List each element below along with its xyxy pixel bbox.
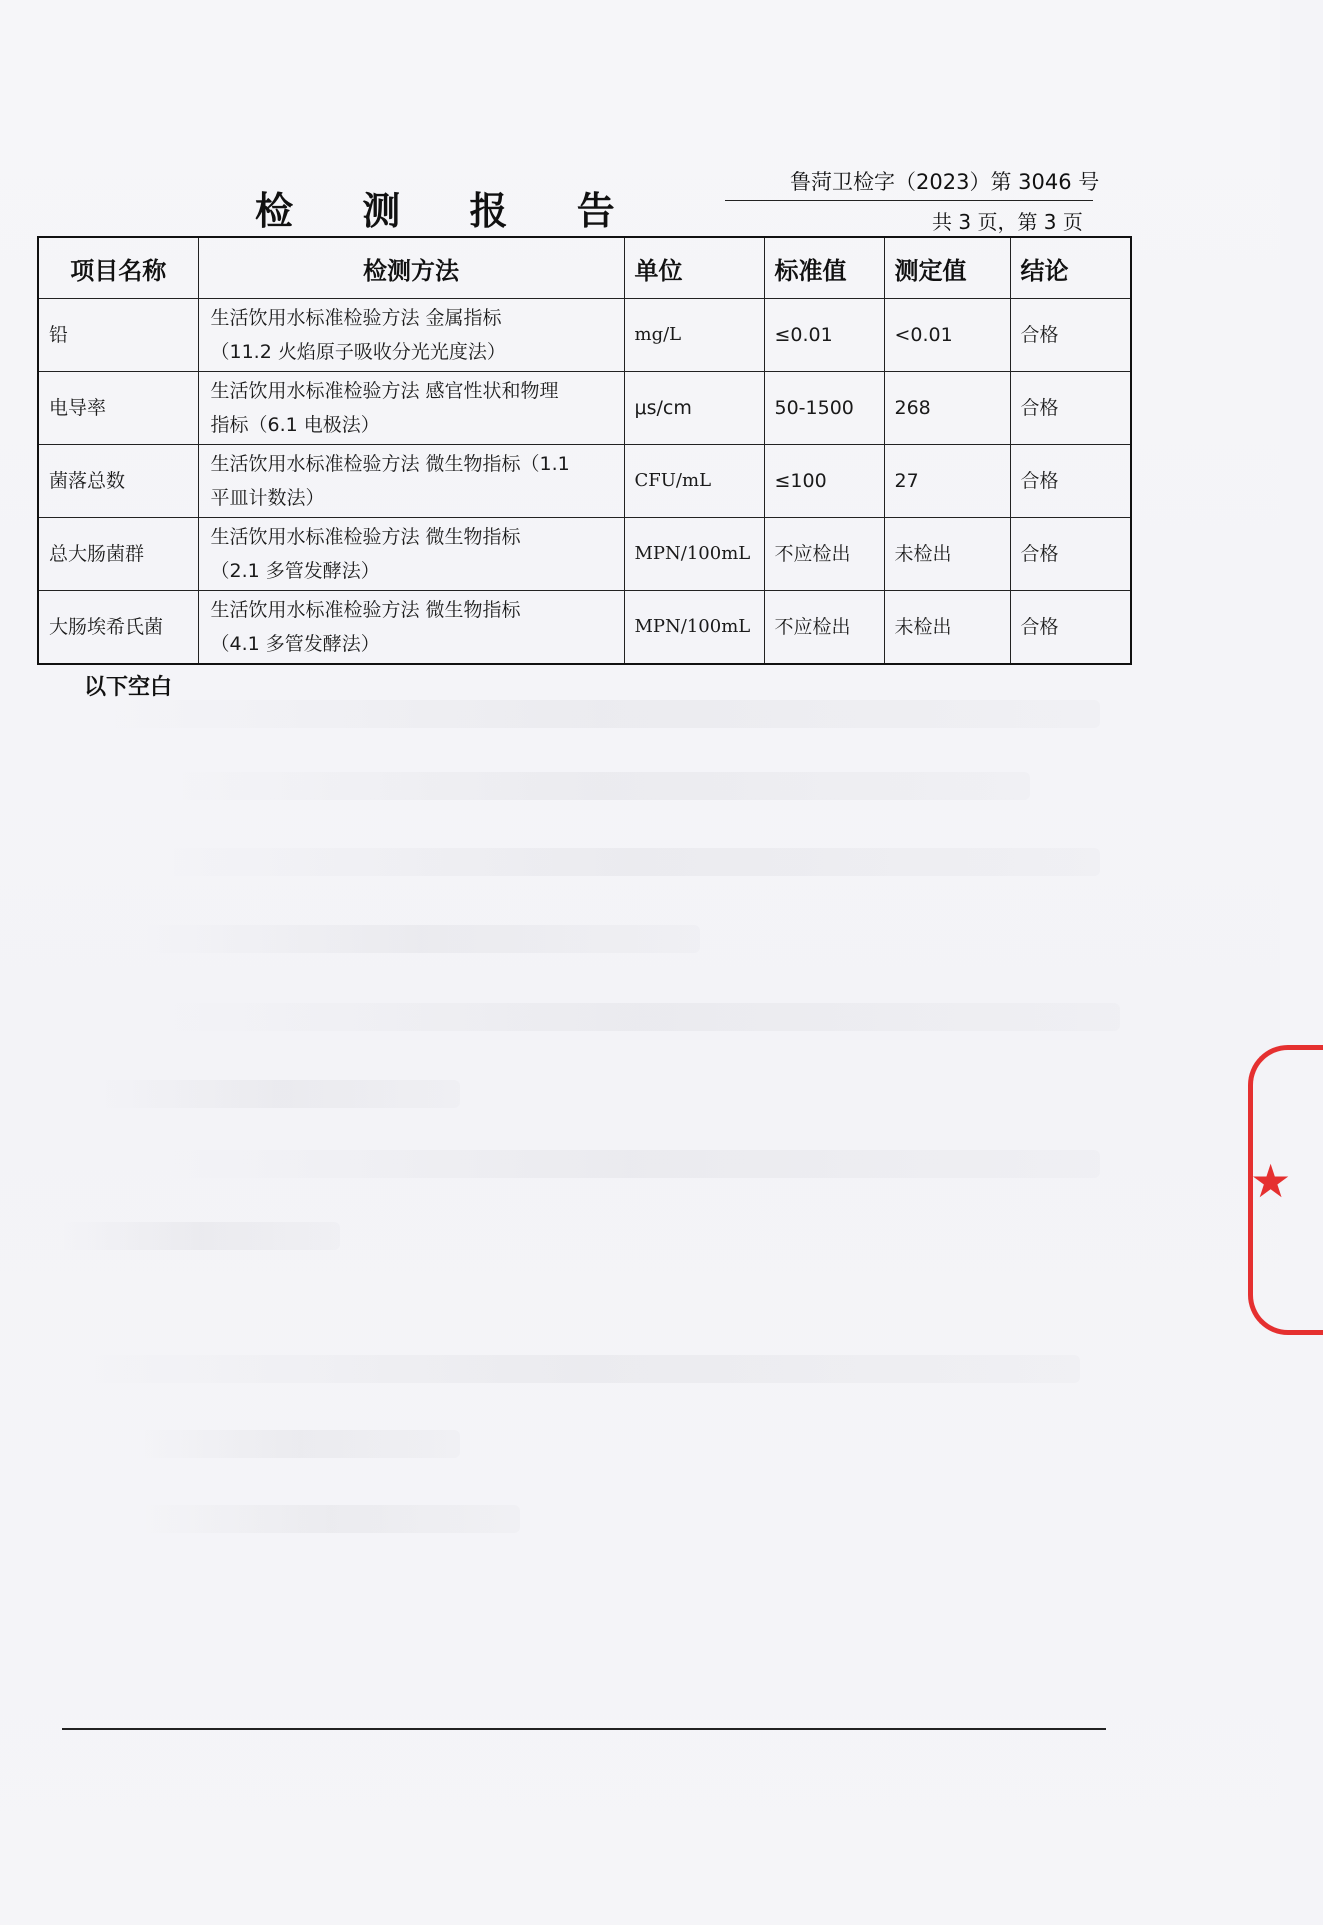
item-name: 大肠埃希氏菌 (38, 591, 198, 665)
show-through-line (100, 1080, 460, 1108)
show-through-line (140, 1430, 460, 1458)
test-method (198, 445, 624, 518)
test-method-line: 生活饮用水标准检验方法 微生物指标 (210, 526, 521, 548)
test-method-line: 生活饮用水标准检验方法 金属指标 (210, 307, 502, 329)
standard-value: 不应检出 (764, 518, 884, 591)
unit: MPN/100mL (624, 518, 764, 591)
column-header: 单位 (624, 237, 764, 299)
conclusion: 合格 (1010, 372, 1131, 445)
show-through-line (80, 1355, 1080, 1383)
standard-value: ≤0.01 (764, 299, 884, 372)
table-row (38, 299, 1131, 372)
column-header: 结论 (1010, 237, 1131, 299)
page-count: 共 3 页，第 3 页 (932, 210, 1083, 234)
measured-value: <0.01 (884, 299, 1010, 372)
report-title: 检 测 报 告 (255, 189, 643, 233)
results-table (37, 236, 1132, 665)
show-through-line (170, 772, 1030, 800)
unit: μs/cm (624, 372, 764, 445)
bottom-rule (62, 1728, 1106, 1730)
test-method-line: 平皿计数法） (210, 487, 325, 509)
standard-value: 50-1500 (764, 372, 884, 445)
standard-value: ≤100 (764, 445, 884, 518)
show-through-line (100, 700, 1100, 728)
test-method-line: 生活饮用水标准检验方法 微生物指标（1.1 (210, 453, 570, 475)
item-name: 总大肠菌群 (38, 518, 198, 591)
show-through-line (140, 925, 700, 953)
table-row (38, 591, 1131, 665)
unit: CFU/mL (624, 445, 764, 518)
unit: mg/L (624, 299, 764, 372)
test-method-line: 指标（6.1 电极法） (210, 414, 380, 436)
seal-star-icon: ★ (1250, 1154, 1292, 1208)
conclusion: 合格 (1010, 445, 1131, 518)
test-method-line: 生活饮用水标准检验方法 感官性状和物理 (210, 380, 559, 402)
item-name: 菌落总数 (38, 445, 198, 518)
conclusion: 合格 (1010, 299, 1131, 372)
column-header: 测定值 (884, 237, 1010, 299)
show-through-line (160, 1150, 1100, 1178)
test-method (198, 591, 624, 665)
column-header: 标准值 (764, 237, 884, 299)
test-method (198, 372, 624, 445)
measured-value: 27 (884, 445, 1010, 518)
test-method-line: （2.1 多管发酵法） (210, 560, 380, 582)
report-number: 鲁菏卫检字（2023）第 3046 号 (790, 170, 1100, 194)
table-header-row (38, 237, 1131, 299)
test-method-line: （11.2 火焰原子吸收分光光度法） (210, 341, 506, 363)
item-name: 电导率 (38, 372, 198, 445)
table-row (38, 445, 1131, 518)
test-method (198, 518, 624, 591)
table-row (38, 518, 1131, 591)
standard-value: 不应检出 (764, 591, 884, 665)
show-through-line (160, 1003, 1120, 1031)
show-through-line (60, 1222, 340, 1250)
measured-value: 未检出 (884, 518, 1010, 591)
blank-below-note: 以下空白 (84, 675, 173, 700)
column-header: 项目名称 (38, 237, 198, 299)
header-rule (725, 200, 1093, 201)
conclusion: 合格 (1010, 591, 1131, 665)
unit: MPN/100mL (624, 591, 764, 665)
test-method-line: （4.1 多管发酵法） (210, 633, 380, 655)
measured-value: 未检出 (884, 591, 1010, 665)
column-header: 检测方法 (198, 237, 624, 299)
test-method-line: 生活饮用水标准检验方法 微生物指标 (210, 599, 521, 621)
table-row (38, 372, 1131, 445)
show-through-line (160, 848, 1100, 876)
test-method (198, 299, 624, 372)
show-through-line (140, 1505, 520, 1533)
conclusion: 合格 (1010, 518, 1131, 591)
item-name: 铅 (38, 299, 198, 372)
measured-value: 268 (884, 372, 1010, 445)
